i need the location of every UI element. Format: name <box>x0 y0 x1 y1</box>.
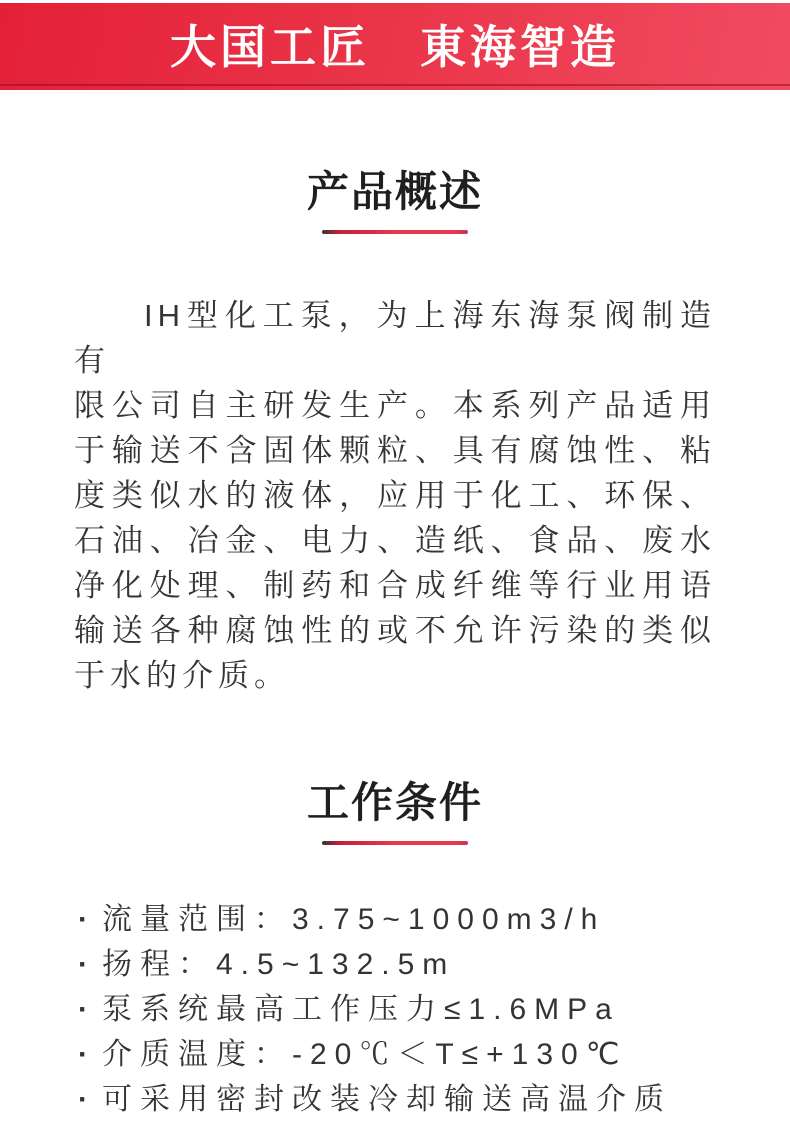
condition-item <box>78 987 728 1032</box>
main-content <box>0 169 790 1122</box>
overview-line: IH型化工泵，为上海东海泵阀制造有 <box>74 298 716 378</box>
product-detail-page <box>0 3 790 1130</box>
bullet-icon: · <box>78 903 88 936</box>
bullet-icon: · <box>78 993 88 1026</box>
overview-section-title: 产品概述 <box>306 168 483 215</box>
condition-item <box>78 1032 728 1077</box>
overview-line: 度类似水的液体，应用于化工、环保、 <box>74 478 716 513</box>
overview-line: 石油、冶金、电力、造纸、食品、废水 <box>74 523 716 558</box>
conditions-title-underline <box>322 841 468 845</box>
overview-line: 输送各种腐蚀性的或不允许污染的类似 <box>74 613 716 648</box>
overview-line: 限公司自主研发生产。本系列产品适用 <box>74 388 716 423</box>
conditions-section-title: 工作条件 <box>306 779 483 826</box>
bullet-icon: · <box>78 1083 88 1116</box>
condition-text: 可采用密封改装冷却输送高温介质 <box>102 1083 672 1116</box>
condition-text: 流量范围：3.75~1000m3/h <box>102 903 606 936</box>
condition-text: 扬程：4.5~132.5m <box>102 948 456 981</box>
overview-line: 于水的介质。 <box>74 658 290 693</box>
condition-item <box>78 897 728 942</box>
conditions-list <box>78 897 728 1122</box>
overview-section <box>0 169 790 698</box>
condition-item <box>78 1077 728 1122</box>
overview-line: 于输送不含固体颗粒、具有腐蚀性、粘 <box>74 433 716 468</box>
overview-title-underline <box>322 230 468 234</box>
banner-bottom-divider <box>0 84 790 86</box>
top-banner <box>0 3 790 90</box>
overview-line: 净化处理、制药和合成纤维等行业用语 <box>74 568 716 603</box>
condition-text: 介质温度：-20℃＜T≤+130℃ <box>102 1038 628 1071</box>
condition-text: 泵系统最高工作压力≤1.6MPa <box>102 993 620 1026</box>
conditions-section <box>0 780 790 1122</box>
condition-item <box>78 942 728 987</box>
banner-title: 大国工匠 東海智造 <box>170 20 620 73</box>
overview-paragraph <box>74 293 716 698</box>
bullet-icon: · <box>78 1038 88 1071</box>
bullet-icon: · <box>78 948 88 981</box>
